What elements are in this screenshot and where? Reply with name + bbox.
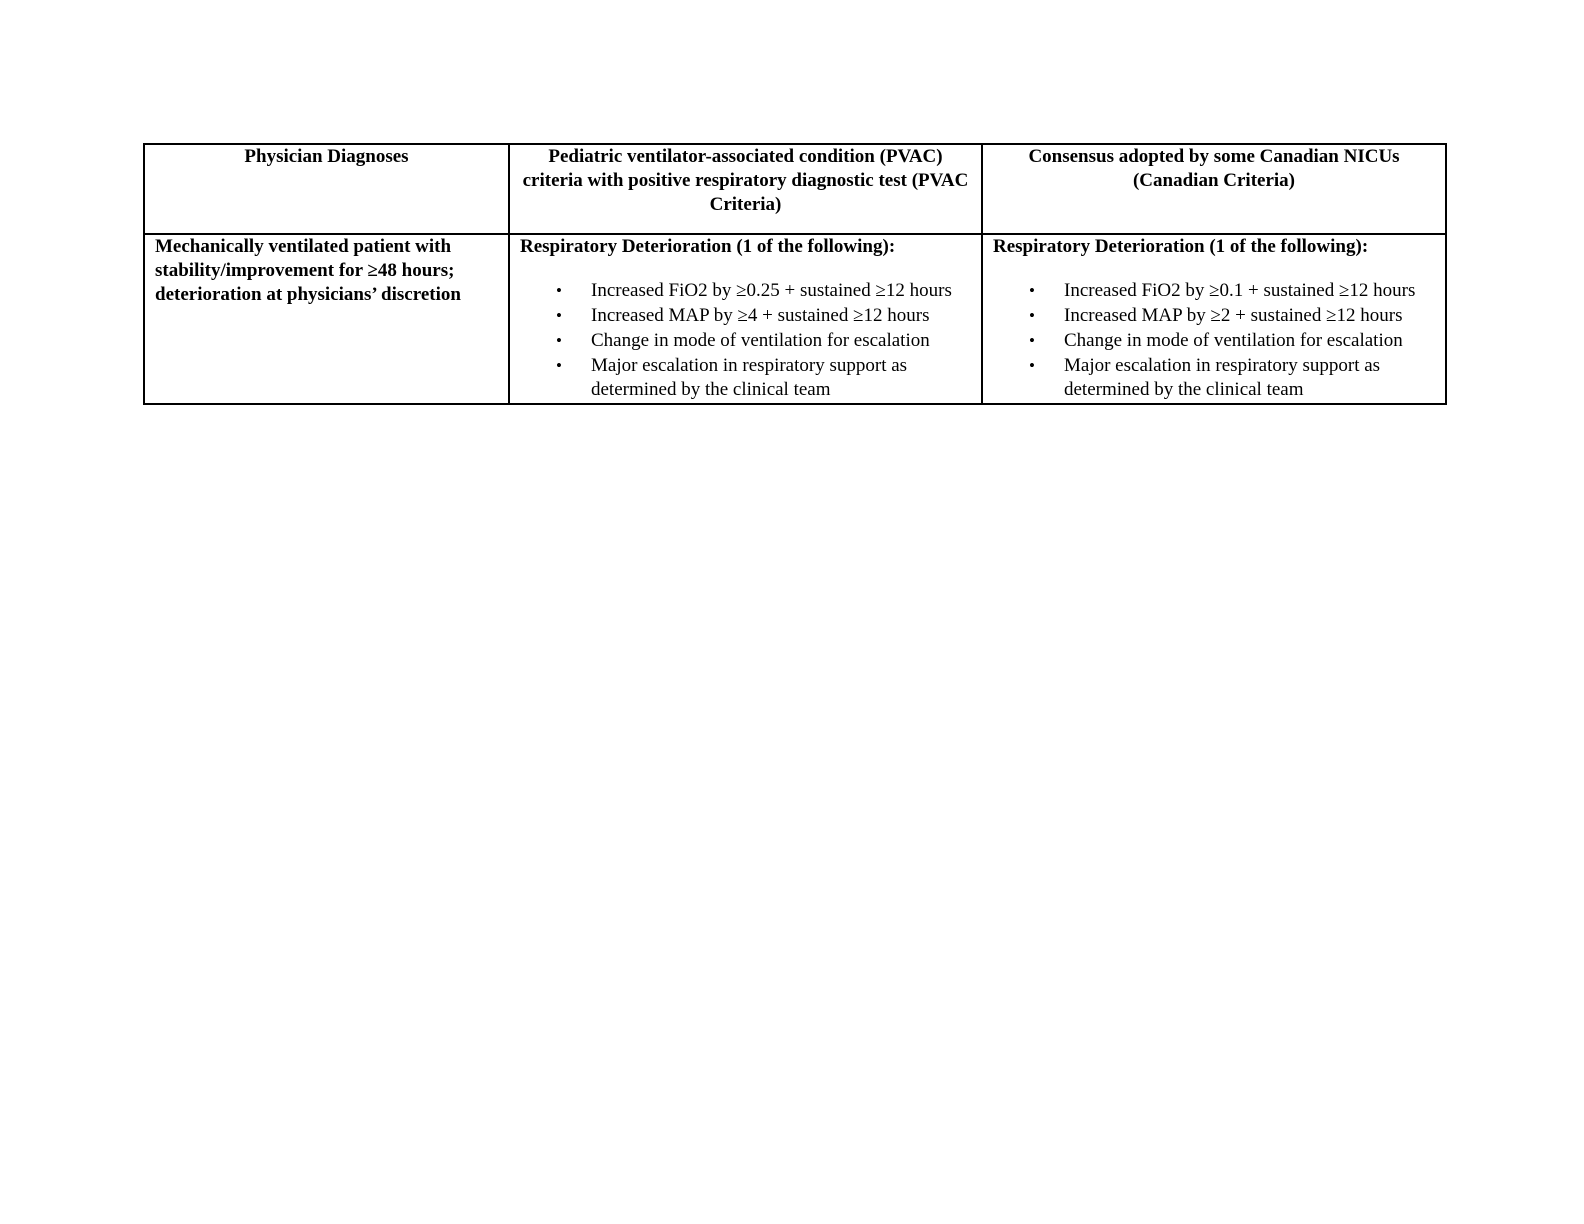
bullet-icon: • bbox=[1029, 281, 1035, 300]
bullet-icon: • bbox=[1029, 356, 1035, 375]
cell-canadian-criteria bbox=[982, 234, 1446, 404]
list-item bbox=[993, 354, 1435, 402]
pvac-item-text: Change in mode of ventilation for escalation bbox=[591, 330, 930, 351]
list-item bbox=[520, 329, 971, 353]
canadian-item-text: Increased MAP by ≥2 + sustained ≥12 hours bbox=[1064, 305, 1403, 326]
canadian-item-text: Change in mode of ventilation for escalation bbox=[1064, 330, 1403, 351]
list-item bbox=[993, 304, 1435, 328]
pvac-item-text: Major escalation in respiratory support as determined by the clinical team bbox=[591, 355, 908, 400]
bullet-icon: • bbox=[556, 281, 562, 300]
table-row bbox=[144, 234, 1446, 404]
pvac-item-text: Increased FiO2 by ≥0.25 + sustained ≥12 hours bbox=[591, 280, 952, 301]
header-physician-diagnoses: Physician Diagnoses bbox=[144, 144, 509, 234]
criteria-comparison-table bbox=[143, 143, 1447, 405]
physician-diagnosis-text: Mechanically ventilated patient with stability/improvement for ≥48 hours; deterioration at physicians’ discretion bbox=[155, 236, 461, 305]
list-item bbox=[520, 354, 971, 402]
list-item bbox=[993, 279, 1435, 303]
canadian-section-heading: Respiratory Deterioration (1 of the following): bbox=[993, 236, 1369, 257]
bullet-icon: • bbox=[1029, 306, 1035, 325]
header-canadian-criteria: Consensus adopted by some Canadian NICUs (Canadian Criteria) bbox=[982, 144, 1446, 234]
pvac-criteria-list bbox=[520, 279, 971, 402]
cell-pvac-criteria bbox=[509, 234, 982, 404]
bullet-icon: • bbox=[1029, 331, 1035, 350]
list-item bbox=[993, 329, 1435, 353]
bullet-icon: • bbox=[556, 306, 562, 325]
pvac-item-text: Increased MAP by ≥4 + sustained ≥12 hours bbox=[591, 305, 930, 326]
table-header-row bbox=[144, 144, 1446, 234]
bullet-icon: • bbox=[556, 331, 562, 350]
canadian-criteria-list bbox=[993, 279, 1435, 402]
bullet-icon: • bbox=[556, 356, 562, 375]
canadian-item-text: Major escalation in respiratory support as determined by the clinical team bbox=[1064, 355, 1381, 400]
canadian-item-text: Increased FiO2 by ≥0.1 + sustained ≥12 hours bbox=[1064, 280, 1416, 301]
pvac-section-heading: Respiratory Deterioration (1 of the following): bbox=[520, 236, 896, 257]
cell-physician-diagnoses bbox=[144, 234, 509, 404]
list-item bbox=[520, 279, 971, 303]
header-pvac-criteria: Pediatric ventilator-associated condition (PVAC) criteria with positive respiratory diagnostic test (PVAC Criteria) bbox=[509, 144, 982, 234]
list-item bbox=[520, 304, 971, 328]
